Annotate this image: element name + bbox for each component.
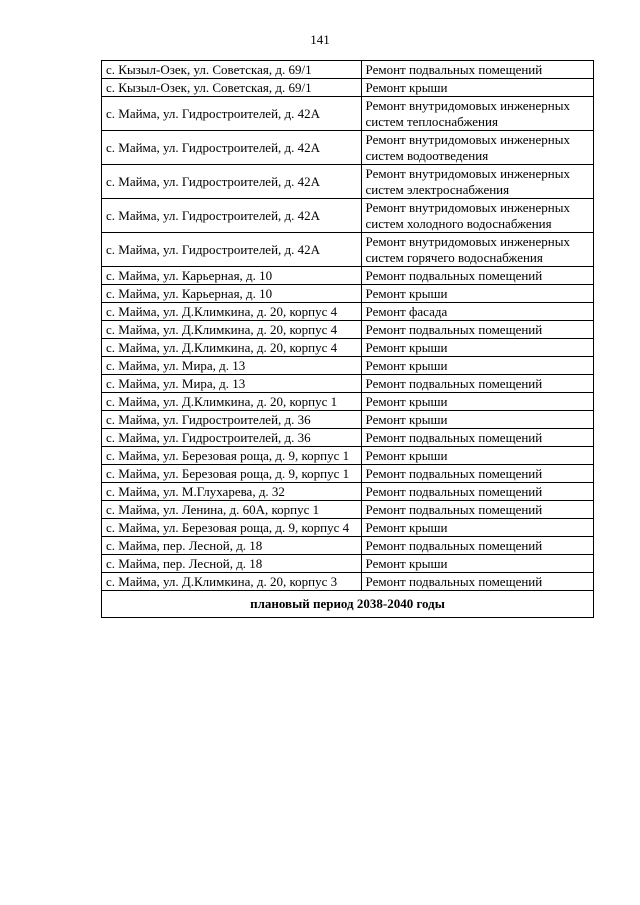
work-type-cell: Ремонт крыши	[361, 285, 593, 303]
work-type-cell: Ремонт подвальных помещений	[361, 573, 593, 591]
table-row	[102, 131, 594, 165]
address-cell: с. Майма, ул. Гидростроителей, д. 42А	[102, 165, 362, 199]
table-row	[102, 537, 594, 555]
table-row	[102, 429, 594, 447]
address-cell: с. Майма, ул. Д.Климкина, д. 20, корпус 4	[102, 321, 362, 339]
works-table-body	[102, 61, 594, 591]
address-cell: с. Майма, пер. Лесной, д. 18	[102, 537, 362, 555]
address-cell: с. Майма, ул. Карьерная, д. 10	[102, 285, 362, 303]
table-row	[102, 165, 594, 199]
address-cell: с. Майма, ул. Ленина, д. 60А, корпус 1	[102, 501, 362, 519]
address-cell: с. Кызыл-Озек, ул. Советская, д. 69/1	[102, 61, 362, 79]
address-cell: с. Майма, ул. Мира, д. 13	[102, 357, 362, 375]
address-cell: с. Майма, ул. Березовая роща, д. 9, корпус 1	[102, 447, 362, 465]
table-row	[102, 447, 594, 465]
address-cell: с. Майма, ул. Гидростроителей, д. 42А	[102, 97, 362, 131]
work-type-cell: Ремонт крыши	[361, 339, 593, 357]
address-cell: с. Майма, ул. Д.Климкина, д. 20, корпус 3	[102, 573, 362, 591]
address-cell: с. Майма, ул. Гидростроителей, д. 42А	[102, 199, 362, 233]
table-row	[102, 555, 594, 573]
address-cell: с. Майма, ул. Гидростроителей, д. 36	[102, 411, 362, 429]
table-row	[102, 573, 594, 591]
table-row	[102, 267, 594, 285]
address-cell: с. Майма, ул. Гидростроителей, д. 42А	[102, 233, 362, 267]
table-row	[102, 303, 594, 321]
table-row	[102, 393, 594, 411]
work-type-cell: Ремонт крыши	[361, 555, 593, 573]
work-type-cell: Ремонт подвальных помещений	[361, 375, 593, 393]
table-row	[102, 199, 594, 233]
address-cell: с. Майма, ул. М.Глухарева, д. 32	[102, 483, 362, 501]
table-row	[102, 501, 594, 519]
address-cell: с. Майма, ул. Д.Климкина, д. 20, корпус 4	[102, 339, 362, 357]
address-cell: с. Кызыл-Озек, ул. Советская, д. 69/1	[102, 79, 362, 97]
table-row	[102, 61, 594, 79]
table-row	[102, 321, 594, 339]
table-row	[102, 339, 594, 357]
work-type-cell: Ремонт крыши	[361, 447, 593, 465]
work-type-cell: Ремонт фасада	[361, 303, 593, 321]
table-row	[102, 233, 594, 267]
work-type-cell: Ремонт подвальных помещений	[361, 429, 593, 447]
address-cell: с. Майма, пер. Лесной, д. 18	[102, 555, 362, 573]
work-type-cell: Ремонт внутридомовых инженерных систем теплоснабжения	[361, 97, 593, 131]
work-type-cell: Ремонт подвальных помещений	[361, 465, 593, 483]
work-type-cell: Ремонт крыши	[361, 79, 593, 97]
table-row	[102, 97, 594, 131]
work-type-cell: Ремонт внутридомовых инженерных систем электроснабжения	[361, 165, 593, 199]
work-type-cell: Ремонт крыши	[361, 393, 593, 411]
table-row	[102, 465, 594, 483]
table-row	[102, 357, 594, 375]
address-cell: с. Майма, ул. Карьерная, д. 10	[102, 267, 362, 285]
work-type-cell: Ремонт крыши	[361, 519, 593, 537]
table-row	[102, 483, 594, 501]
address-cell: с. Майма, ул. Березовая роща, д. 9, корпус 4	[102, 519, 362, 537]
work-type-cell: Ремонт подвальных помещений	[361, 61, 593, 79]
page-number: 141	[310, 32, 330, 47]
work-type-cell: Ремонт подвальных помещений	[361, 267, 593, 285]
address-cell: с. Майма, ул. Гидростроителей, д. 36	[102, 429, 362, 447]
work-type-cell: Ремонт крыши	[361, 357, 593, 375]
address-cell: с. Майма, ул. Гидростроителей, д. 42А	[102, 131, 362, 165]
address-cell: с. Майма, ул. Д.Климкина, д. 20, корпус 4	[102, 303, 362, 321]
period-header-row	[102, 591, 594, 618]
work-type-cell: Ремонт подвальных помещений	[361, 537, 593, 555]
table-row	[102, 375, 594, 393]
work-type-cell: Ремонт внутридомовых инженерных систем горячего водоснабжения	[361, 233, 593, 267]
work-type-cell: Ремонт подвальных помещений	[361, 501, 593, 519]
work-type-cell: Ремонт подвальных помещений	[361, 321, 593, 339]
work-type-cell: Ремонт внутридомовых инженерных систем холодного водоснабжения	[361, 199, 593, 233]
work-type-cell: Ремонт крыши	[361, 411, 593, 429]
address-cell: с. Майма, ул. Д.Климкина, д. 20, корпус 1	[102, 393, 362, 411]
work-type-cell: Ремонт внутридомовых инженерных систем водоотведения	[361, 131, 593, 165]
work-type-cell: Ремонт подвальных помещений	[361, 483, 593, 501]
table-row	[102, 519, 594, 537]
period-header-label: плановый период 2038-2040 годы	[102, 591, 594, 618]
address-cell: с. Майма, ул. Мира, д. 13	[102, 375, 362, 393]
table-row	[102, 285, 594, 303]
table-row	[102, 411, 594, 429]
address-cell: с. Майма, ул. Березовая роща, д. 9, корпус 1	[102, 465, 362, 483]
works-table	[101, 60, 594, 618]
table-row	[102, 79, 594, 97]
